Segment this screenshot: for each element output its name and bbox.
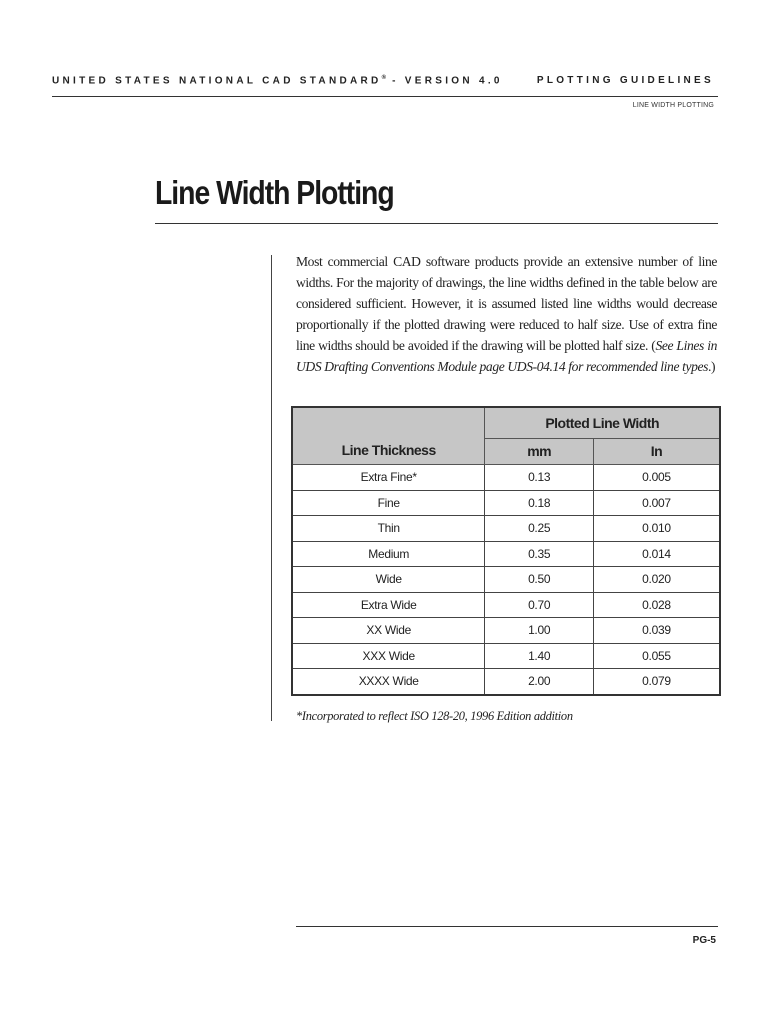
header-plotted-line-width: Plotted Line Width [485,407,720,438]
cell-in: 0.010 [593,516,720,542]
registered-mark: ® [381,75,386,81]
cell-thickness: Extra Fine* [292,465,485,491]
footer-divider [296,926,718,927]
cell-mm: 1.00 [485,618,594,644]
cell-thickness: XXX Wide [292,643,485,669]
cell-in: 0.079 [593,669,720,695]
cell-thickness: Thin [292,516,485,542]
cell-mm: 0.50 [485,567,594,593]
intro-text: Most commercial CAD software products provide an extensive number of line widths. For the majority of drawings, the line widths defined in the table below are considered sufficient. However, it is assumed listed line widths would decrease proportionally if the plotted drawing were reduced to half size. Use of extra fine line widths should be avoided if the drawing will be plotted half size. ( [296,254,717,353]
cell-mm: 0.18 [485,490,594,516]
table-row [292,541,720,567]
intro-reference: See Lines in UDS Drafting Conventions Module page UDS-04.14 for recommended line types [296,338,717,374]
cell-mm: 0.25 [485,516,594,542]
cell-thickness: Wide [292,567,485,593]
header-version: - VERSION 4.0 [386,75,503,87]
cell-in: 0.007 [593,490,720,516]
intro-closing: .) [708,359,716,374]
cell-in: 0.014 [593,541,720,567]
table-row [292,516,720,542]
header-mm: mm [485,438,594,464]
header-standard-title: UNITED STATES NATIONAL CAD STANDARD [52,75,382,87]
cell-thickness: Medium [292,541,485,567]
cell-thickness: Extra Wide [292,592,485,618]
page-title: Line Width Plotting [155,174,394,211]
table-row [292,669,720,695]
cell-in: 0.039 [593,618,720,644]
cell-mm: 0.13 [485,465,594,491]
header-divider [52,96,718,97]
cell-mm: 1.40 [485,643,594,669]
cell-in: 0.028 [593,592,720,618]
cell-thickness: Fine [292,490,485,516]
cell-in: 0.055 [593,643,720,669]
header-line-thickness: Line Thickness [292,407,485,465]
cell-in: 0.005 [593,465,720,491]
cell-thickness: XX Wide [292,618,485,644]
table-row [292,490,720,516]
line-width-table [291,406,721,696]
cell-mm: 2.00 [485,669,594,695]
table-row [292,465,720,491]
cell-thickness: XXXX Wide [292,669,485,695]
cell-mm: 0.70 [485,592,594,618]
running-header-section: PLOTTING GUIDELINES [536,75,714,86]
table-footnote: *Incorporated to reflect ISO 128-20, 1996 Edition addition [296,709,573,723]
header-in: In [593,438,720,464]
table-row [292,567,720,593]
cell-in: 0.020 [593,567,720,593]
table-row [292,592,720,618]
running-header-subsection: LINE WIDTH PLOTTING [632,102,714,109]
table-row [292,643,720,669]
running-header-standard [52,75,503,86]
table-row [292,618,720,644]
intro-paragraph [296,251,717,377]
table-body [292,465,720,695]
page-number: PG-5 [692,935,716,946]
margin-bar [271,255,272,721]
title-divider [155,223,718,224]
cell-mm: 0.35 [485,541,594,567]
